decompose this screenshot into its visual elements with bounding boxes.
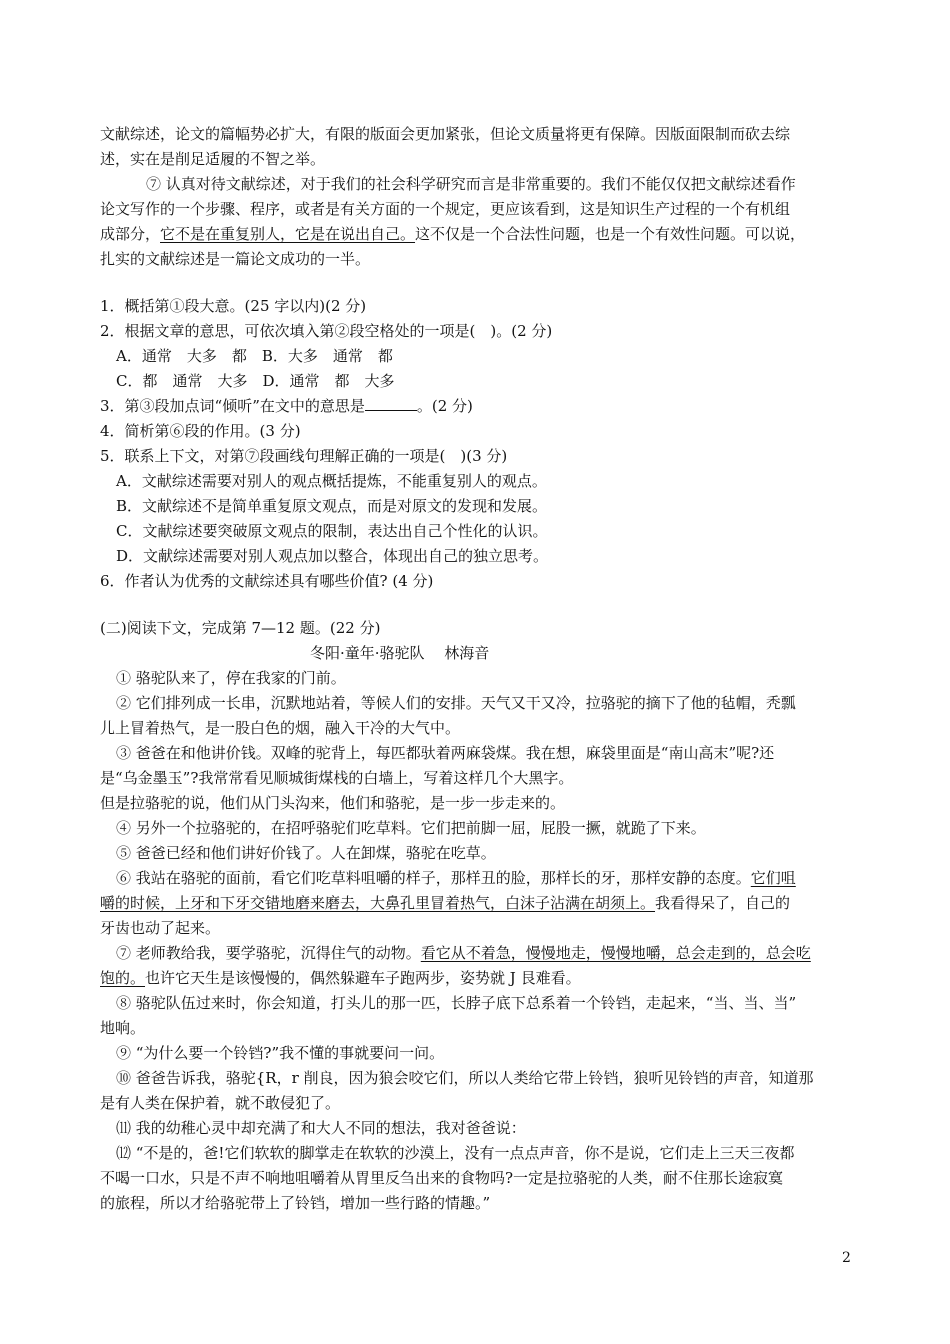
- paragraph-line: 述，实在是削足适履的不智之举。: [100, 150, 326, 168]
- question-2: 2．根据文章的意思，可依次填入第②段空格处的一项是( )。(2 分): [100, 322, 553, 340]
- passage-paragraph-8: 地响。: [100, 1019, 146, 1037]
- passage-paragraph-12: 不喝一口水，只是不声不响地咀嚼着从胃里反刍出来的食物吗?一定是拉骆驼的人类，耐不住那长途寂寞: [100, 1169, 784, 1187]
- question-5: 5．联系上下文，对第⑦段画线句理解正确的一项是( )(3 分): [100, 447, 508, 465]
- question-1: 1．概括第①段大意。(25 字以内)(2 分): [100, 297, 367, 315]
- question-2-options: A．通常 大多 都 B．大多 通常 都: [116, 347, 393, 365]
- passage-title: 冬阳·童年·骆驼队 林海音: [310, 644, 490, 662]
- passage-paragraph-12: ⑿ “不是的，爸!它们软软的脚掌走在软软的沙漠上，没有一点点声音，你不是说，它们走上三天三夜都: [116, 1144, 795, 1162]
- paragraph-7-line: 成部分，它不是在重复别人，它是在说出自己。这不仅是一个合法性问题，也是一个有效性问题。可以说，: [100, 225, 806, 243]
- page-number: 2: [842, 1250, 851, 1266]
- underlined-sentence: 嚼的时候，上牙和下牙交错地磨来磨去，大鼻孔里冒着热气，白沫子沾满在胡须上。: [100, 894, 656, 912]
- passage-paragraph-9: ⑨ “为什么要一个铃铛?”我不懂的事就要问一问。: [116, 1044, 445, 1062]
- passage-paragraph-10: 是有人类在保护着，就不敢侵犯了。: [100, 1094, 341, 1112]
- paragraph-line: 文献综述，论文的篇幅势必扩大，有限的版面会更加紧张，但论文质量将更有保障。因版面限制而砍去综: [100, 125, 791, 143]
- question-5-option: B．文献综述不是简单重复原文观点，而是对原文的发现和发展。: [116, 497, 548, 515]
- underlined-sentence: 它们咀: [750, 869, 796, 887]
- passage-paragraph-2: ② 它们排列成一长串，沉默地站着，等候人们的安排。天气又干又冷，拉骆驼的摘下了他的毡帽，秃瓢: [116, 694, 796, 712]
- passage-paragraph-1: ① 骆驼队来了，停在我家的门前。: [116, 669, 346, 687]
- passage-paragraph-3: ③ 爸爸在和他讲价钱。双峰的驼背上，每匹都驮着两麻袋煤。我在想，麻袋里面是“南山高末”呢?还: [116, 744, 775, 762]
- question-4: 4．简析第⑥段的作用。(3 分): [100, 422, 301, 440]
- passage-paragraph-3b: 但是拉骆驼的说，他们从门头沟来，他们和骆驼，是一步一步走来的。: [100, 794, 566, 812]
- passage-paragraph-4: ④ 另外一个拉骆驼的，在招呼骆驼们吃草料。它们把前脚一屈，屁股一撅，就跪了下来。: [116, 819, 706, 837]
- passage-paragraph-11: ⑾ 我的幼稚心灵中却充满了和大人不同的想法，我对爸爸说：: [116, 1119, 526, 1137]
- question-5-option: A．文献综述需要对别人的观点概括提炼，不能重复别人的观点。: [116, 472, 547, 490]
- underlined-sentence: 饱的。: [100, 969, 146, 987]
- passage-paragraph-5: ⑤ 爸爸已经和他们讲好价钱了。人在卸煤，骆驼在吃草。: [116, 844, 496, 862]
- passage-paragraph-7: 饱的。也许它天生是该慢慢的，偶然躲避车子跑两步，姿势就 J 艮难看。: [100, 969, 581, 987]
- section-heading: (二)阅读下文，完成第 7—12 题。(22 分): [100, 619, 381, 637]
- question-3: 3．第③段加点词“倾听”在文中的意思是 。(2 分): [100, 397, 473, 415]
- passage-paragraph-6: 嚼的时候，上牙和下牙交错地磨来磨去，大鼻孔里冒着热气，白沫子沾满在胡须上。我看得呆了，自己的: [100, 894, 791, 912]
- passage-paragraph-8: ⑧ 骆驼队伍过来时，你会知道，打头儿的那一匹，长脖子底下总系着一个铃铛，走起来，“当、当、当”: [116, 994, 797, 1012]
- document-page: [100, 122, 852, 1216]
- passage-paragraph-6: ⑥ 我站在骆驼的面前，看它们吃草料咀嚼的样子，那样丑的脸，那样长的牙，那样安静的态度。它们咀: [116, 869, 796, 887]
- question-2-options: C．都 通常 大多 D．通常 都 大多: [116, 372, 395, 390]
- question-5-option: D．文献综述需要对别人观点加以整合，体现出自己的独立思考。: [116, 547, 549, 565]
- passage-paragraph-10: ⑩ 爸爸告诉我，骆驼{R，r 削良，因为狼会咬它们，所以人类给它带上铃铛，狼听见铃铛的声音，知道那: [116, 1069, 814, 1087]
- passage-paragraph-3: 是“乌金墨玉”?我常常看见顺城街煤栈的白墙上，写着这样几个大黑字。: [100, 769, 574, 787]
- answer-blank: [365, 396, 417, 411]
- paragraph-7-line: 扎实的文献综述是一篇论文成功的一半。: [100, 250, 371, 268]
- paragraph-7-line: ⑦ 认真对待文献综述，对于我们的社会科学研究而言是非常重要的。我们不能仅仅把文献综述看作: [146, 175, 796, 193]
- passage-paragraph-12: 的旅程，所以才给骆驼带上了铃铛，增加一些行路的情趣。”: [100, 1194, 491, 1212]
- question-5-option: C．文献综述要突破原文观点的限制，表达出自己个性化的认识。: [116, 522, 548, 540]
- passage-paragraph-2: 儿上冒着热气，是一股白色的烟，融入干冷的大气中。: [100, 719, 461, 737]
- question-6: 6．作者认为优秀的文献综述具有哪些价值? (4 分): [100, 572, 434, 590]
- passage-paragraph-6: 牙齿也动了起来。: [100, 919, 221, 937]
- underlined-sentence: 看它从不着急，慢慢地走，慢慢地嚼，总会走到的，总会吃: [420, 944, 811, 962]
- underlined-sentence: 它不是在重复别人，它是在说出自己。: [160, 225, 416, 243]
- paragraph-7-line: 论文写作的一个步骤、程序，或者是有关方面的一个规定，更应该看到，这是知识生产过程的一个有机组: [100, 200, 791, 218]
- passage-paragraph-7: ⑦ 老师教给我，要学骆驼，沉得住气的动物。看它从不着急，慢慢地走，慢慢地嚼，总会走到的，总会吃: [116, 944, 811, 962]
